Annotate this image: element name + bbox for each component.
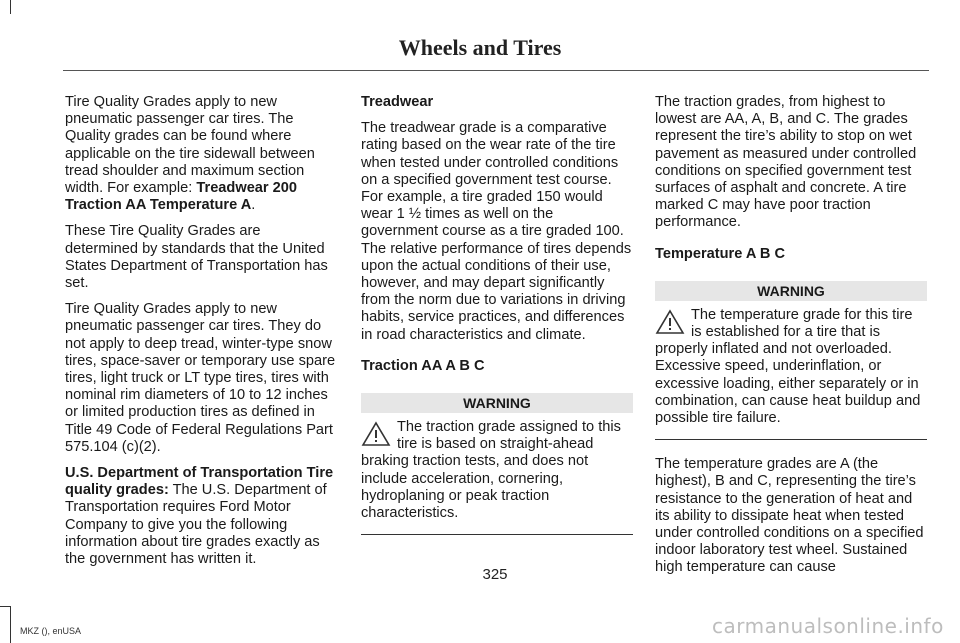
paragraph-dot-grades bbox=[65, 465, 337, 568]
dot-grades-text: The U.S. Department of Transportation requires Ford Motor Company to give you the following information about tire grades exactly as the government has written it. bbox=[65, 482, 327, 568]
page-title: Wheels and Tires bbox=[398, 35, 562, 60]
column-right bbox=[655, 94, 927, 586]
intro-example-bold: Treadwear 200 Traction AA Temperature A bbox=[65, 180, 298, 214]
watermark: carmanualsonline.info bbox=[712, 614, 944, 638]
paragraph-applicability: Tire Quality Grades apply to new pneumatic passenger car tires. They do not apply to deep tread, winter-type snow tires, space-saver or temporary use spare tires, light truck or LT type tires, tires with nominal rim diameters of 10 to 12 inches or limited production tires as defined in Title 49 Code of Federal Regulations Part 575.104 (c)(2). bbox=[65, 301, 336, 455]
crop-mark-bottom-left bbox=[10, 606, 11, 643]
paragraph-standards: These Tire Quality Grades are determined by standards that the United States Department of Transportation has set. bbox=[65, 223, 328, 292]
warning-traction-text: The traction grade assigned to this tire is based on straight-ahead braking traction tests, and does not include acceleration, cornering, hydroplaning or peak traction characteristics. bbox=[361, 419, 621, 522]
crop-mark-top-left bbox=[10, 0, 11, 14]
heading-temperature: Temperature A B C bbox=[655, 245, 786, 262]
warning-triangle-icon bbox=[361, 421, 391, 447]
crop-mark-bottom-left-h bbox=[0, 606, 10, 607]
column-left bbox=[65, 94, 337, 577]
column-middle bbox=[361, 94, 633, 535]
warning-rule bbox=[655, 439, 927, 440]
warning-label: WARNING bbox=[655, 281, 927, 301]
header-rule bbox=[63, 70, 929, 71]
paragraph-treadwear: The treadwear grade is a comparative rating based on the wear rate of the tire when tested under controlled conditions on a specified government test course. For example, a tire graded 150 would wear 1 ½ times as well on the government course as a tire graded 100. The relative performance of tires depends upon the actual conditions of their use, however, and may depart significantly from the norm due to variations in driving habits, service practices, and differences in road characteristics and climate. bbox=[361, 120, 632, 343]
paragraph-traction-grades: The traction grades, from highest to lowest are AA, A, B, and C. The grades represent the tire’s ability to stop on wet pavement as measured under controlled conditions on specified government test surfaces of asphalt and concrete. A tire marked C may have poor traction performance. bbox=[655, 94, 917, 231]
paragraph-temperature-grades: The temperature grades are A (the highest), B and C, representing the tire’s resistance to the generation of heat and its ability to dissipate heat when tested under controlled conditions on a specified indoor laboratory test wheel. Sustained high temperature can cause bbox=[655, 456, 924, 576]
heading-traction: Traction AA A B C bbox=[361, 357, 485, 374]
paragraph-tire-quality-intro bbox=[65, 94, 337, 214]
warning-temperature bbox=[655, 307, 927, 427]
heading-treadwear: Treadwear bbox=[361, 94, 434, 110]
intro-end: . bbox=[251, 197, 256, 214]
warning-traction bbox=[361, 419, 633, 522]
warning-label: WARNING bbox=[361, 393, 633, 413]
warning-rule bbox=[361, 534, 633, 535]
document-code: MKZ (), enUSA bbox=[20, 626, 82, 636]
warning-triangle-icon bbox=[655, 309, 685, 335]
warning-temperature-text: The temperature grade for this tire is established for a tire that is properly inflated and not overloaded. Excessive speed, underinflation, or excessive loading, either separately or in combination, can cause heat buildup and possible tire failure. bbox=[655, 306, 921, 427]
page-number: 325 bbox=[482, 566, 508, 583]
intro-text: Tire Quality Grades apply to new pneumatic passenger car tires. The Quality grades can be found where applicable on the tire sidewall between tread shoulder and maximum section width. For example: bbox=[65, 94, 315, 197]
dot-grades-bold: U.S. Department of Transportation Tire quality grades: bbox=[65, 465, 334, 499]
